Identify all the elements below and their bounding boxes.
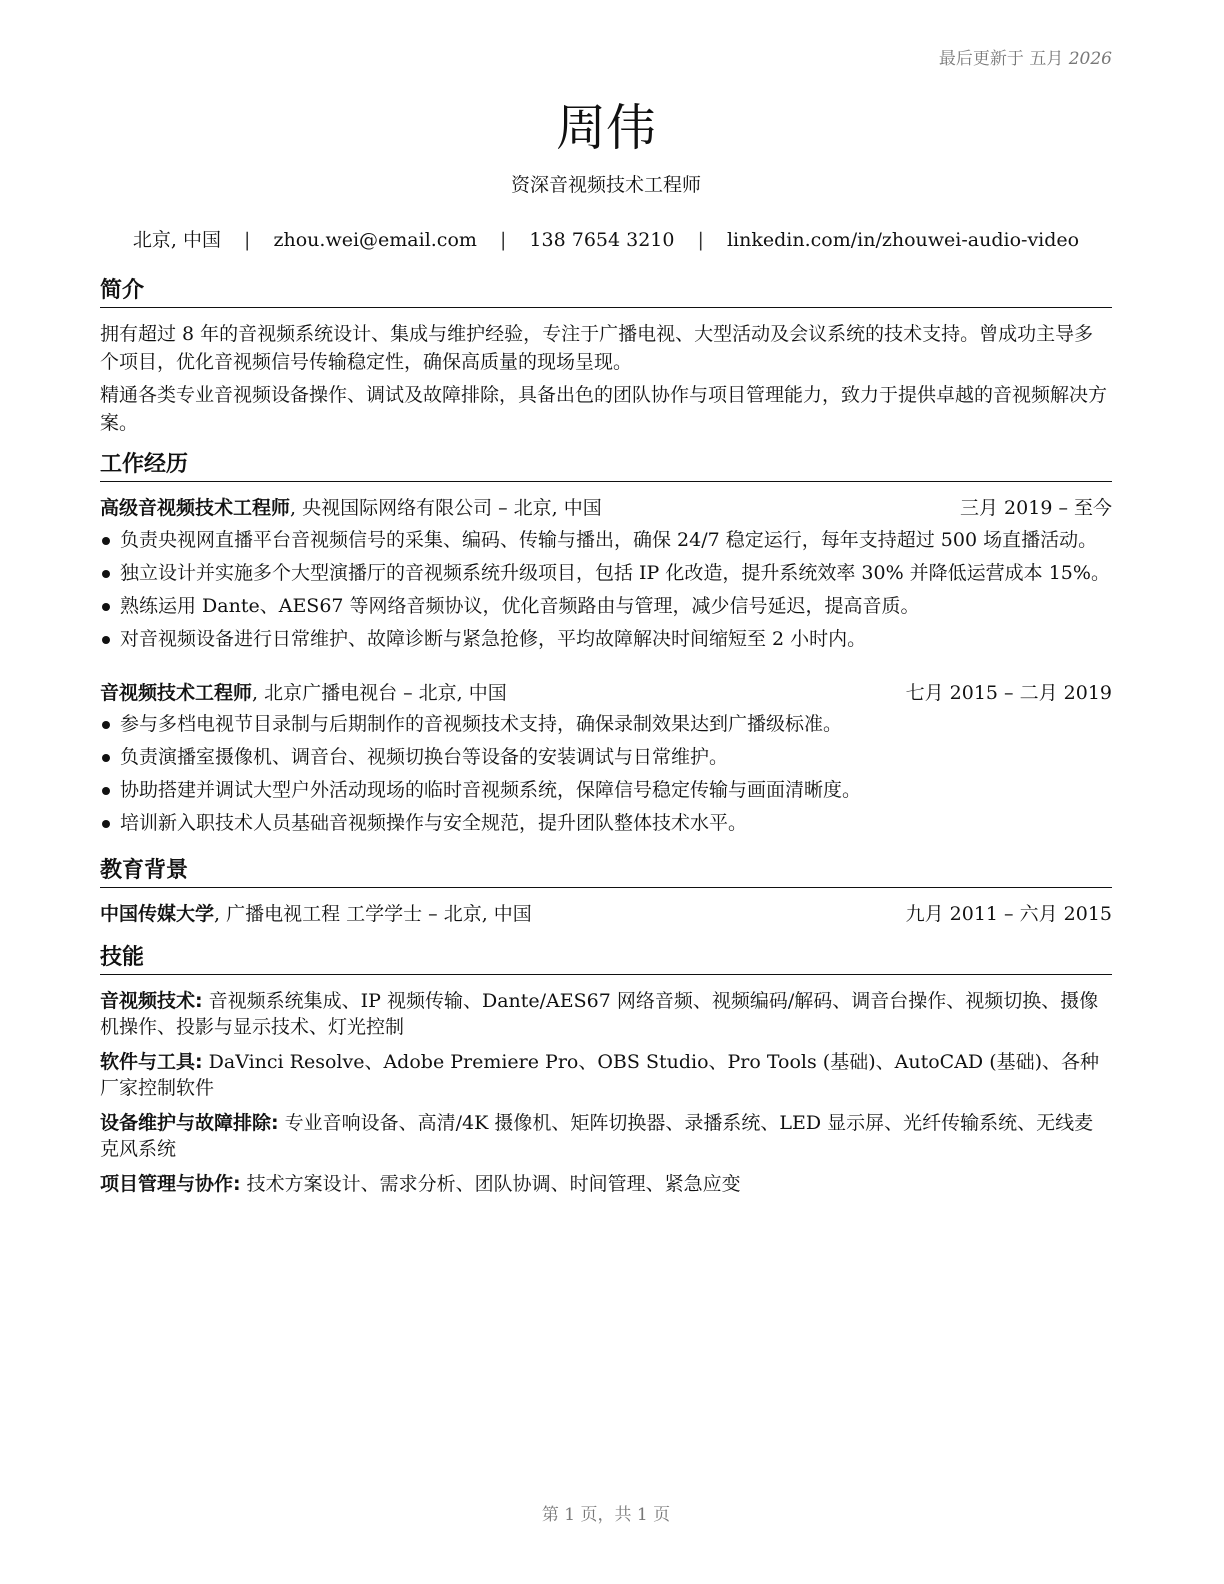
job-bullet: 独立设计并实施多个大型演播厅的音视频系统升级项目，包括 IP 化改造，提升系统效率 30% 并降低运营成本 15%。 [100, 559, 1112, 592]
education-line [100, 900, 532, 928]
last-updated-year: 2026 [1068, 49, 1112, 69]
skill-text: 技术方案设计、需求分析、团队协调、时间管理、紧急应变 [240, 1173, 741, 1195]
education-detail: , 广播电视工程 工学学士 – 北京, 中国 [214, 903, 532, 925]
job-bullets [100, 710, 1112, 842]
skill-text: 专业音响设备、高清/4K 摄像机、矩阵切换器、录播系统、LED 显示屏、光纤传输系统、无线麦克风系统 [100, 1112, 1094, 1160]
page-number: 第 1 页，共 1 页 [541, 1505, 671, 1525]
contact-phone: 138 7654 3210 [529, 229, 675, 251]
job-bullet: 熟练运用 Dante、AES67 等网络音频协议，优化音频路由与管理，减少信号延迟，提高音质。 [100, 592, 1112, 625]
contact-email[interactable]: zhou.wei@email.com [273, 229, 477, 251]
job-org: , 央视国际网络有限公司 – 北京, 中国 [290, 497, 602, 519]
last-updated [939, 44, 1112, 69]
skill-item [100, 1171, 1112, 1197]
candidate-title: 资深音视频技术工程师 [510, 174, 701, 196]
section-heading-skills: 技能 [100, 944, 1112, 975]
last-updated-prefix: 最后更新于 [938, 49, 1024, 69]
skill-label: 音视频技术: [100, 990, 203, 1012]
education-dates: 九月 2011 – 六月 2015 [905, 903, 1112, 925]
section-heading-summary: 简介 [100, 277, 1112, 308]
job-bullet: 对音视频设备进行日常维护、故障诊断与紧急抢修，平均故障解决时间缩短至 2 小时内。 [100, 625, 1112, 658]
job-bullet: 负责央视网直播平台音视频信号的采集、编码、传输与播出，确保 24/7 稳定运行，每年支持超过 500 场直播活动。 [100, 526, 1112, 559]
skill-label: 软件与工具: [100, 1051, 203, 1073]
job-org: , 北京广播电视台 – 北京, 中国 [252, 682, 507, 704]
job-title-line [100, 679, 507, 707]
skill-text: DaVinci Resolve、Adobe Premiere Pro、OBS Studio、Pro Tools (基础)、AutoCAD (基础)、各种厂家控制软件 [100, 1051, 1100, 1099]
contact-location: 北京, 中国 [132, 229, 221, 251]
job-bullet: 参与多档电视节目录制与后期制作的音视频技术支持，确保录制效果达到广播级标准。 [100, 710, 1112, 743]
contact-separator: | [499, 229, 507, 251]
contact-separator: | [244, 229, 251, 251]
contact-separator: | [697, 229, 704, 251]
job-bullet: 协助搭建并调试大型户外活动现场的临时音视频系统，保障信号稳定传输与画面清晰度。 [100, 776, 1112, 809]
skill-label: 项目管理与协作: [100, 1173, 241, 1195]
job-header [100, 494, 1112, 522]
job-dates: 七月 2015 – 二月 2019 [905, 682, 1112, 704]
job-bullet: 培训新入职技术人员基础音视频操作与安全规范，提升团队整体技术水平。 [100, 809, 1112, 842]
skill-text: 音视频系统集成、IP 视频传输、Dante/AES67 网络音频、视频编码/解码、调音台操作、视频切换、摄像机操作、投影与显示技术、灯光控制 [100, 990, 1099, 1038]
section-heading-education: 教育背景 [100, 857, 1112, 888]
job-dates: 三月 2019 – 至今 [960, 497, 1112, 519]
skill-item [100, 1049, 1112, 1101]
last-updated-month: 五月 [1029, 49, 1064, 69]
section-heading-experience: 工作经历 [100, 451, 1112, 482]
education-school: 中国传媒大学 [100, 903, 215, 925]
skill-label: 设备维护与故障排除: [100, 1112, 279, 1134]
summary-paragraph: 拥有超过 8 年的音视频系统设计、集成与维护经验，专注于广播电视、大型活动及会议系统的技术支持。曾成功主导多个项目，优化音视频信号传输稳定性，确保高质量的现场呈现。 [100, 323, 1094, 373]
job-header [100, 679, 1112, 707]
job-role: 音视频技术工程师 [100, 682, 253, 704]
job-role: 高级音视频技术工程师 [100, 497, 291, 519]
contact-line [100, 225, 1112, 252]
skill-item [100, 1110, 1112, 1162]
candidate-name: 周伟 [556, 99, 656, 157]
job-bullet: 负责演播室摄像机、调音台、视频切换台等设备的安装调试与日常维护。 [100, 743, 1112, 776]
job-title-line [100, 494, 602, 522]
skill-item [100, 988, 1112, 1040]
job-bullets [100, 526, 1112, 658]
education-entry [100, 900, 1112, 928]
contact-linkedin[interactable]: linkedin.com/in/zhouwei-audio-video [726, 229, 1080, 251]
summary-paragraph: 精通各类专业音视频设备操作、调试及故障排除，具备出色的团队协作与项目管理能力，致力于提供卓越的音视频解决方案。 [100, 384, 1108, 434]
